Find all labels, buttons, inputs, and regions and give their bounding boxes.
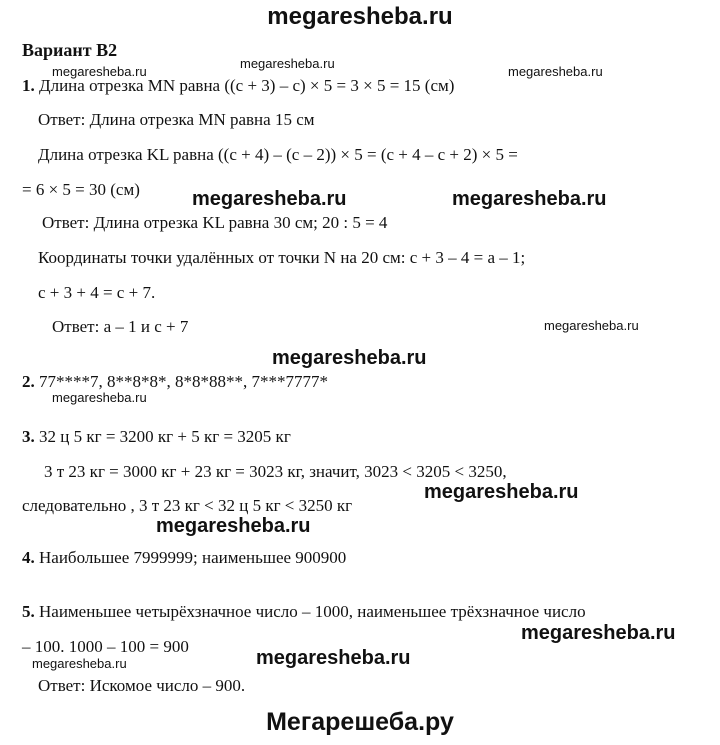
task-4-text-1: Наибольшее 7999999; наименьшее 900900 bbox=[39, 548, 347, 567]
task-1-number: 1. bbox=[22, 76, 35, 95]
task-1-answer-kl: Ответ: Длина отрезка KL равна 30 см; 20 : 5 = 4 bbox=[42, 213, 388, 232]
watermark-big-2: megaresheba.ru bbox=[452, 188, 607, 210]
watermark-big-5: megaresheba.ru bbox=[156, 515, 311, 537]
task-3-number: 3. bbox=[22, 427, 35, 446]
task-2-number: 2. bbox=[22, 372, 35, 391]
variant-title: Вариант В2 bbox=[22, 40, 118, 60]
task-1-answer-mn: Ответ: Длина отрезка MN равна 15 см bbox=[38, 110, 315, 129]
task-1-kl-result: = 6 × 5 = 30 (см) bbox=[22, 180, 140, 199]
task-1-kl-length: Длина отрезка KL равна ((c + 4) – (c – 2)) × 5 = (c + 4 – c + 2) × 5 = bbox=[38, 145, 518, 164]
task-5-number: 5. bbox=[22, 602, 35, 621]
task-1-coordinates-2: c + 3 + 4 = c + 7. bbox=[38, 283, 156, 302]
watermark-small-3: megaresheba.ru bbox=[508, 64, 603, 79]
task-5-text-1: Наименьшее четырёхзначное число – 1000, наименьшее трёхзначное число bbox=[39, 602, 586, 621]
task-4-number: 4. bbox=[22, 548, 35, 567]
task-3-comparison: 3 т 23 кг = 3000 кг + 23 кг = 3023 кг, значит, 3023 < 3205 < 3250, bbox=[44, 462, 507, 481]
task-5-line-1 bbox=[22, 602, 586, 622]
task-2-line-1 bbox=[22, 372, 328, 392]
task-2-text-1: 77****7, 8**8*8*, 8*8*88**, 7***7777* bbox=[39, 372, 328, 391]
watermark-small-5: megaresheba.ru bbox=[52, 390, 147, 405]
footer-site-name: Мегарешеба.ру bbox=[266, 708, 454, 736]
task-1-answer-coords: Ответ: a – 1 и c + 7 bbox=[52, 317, 189, 336]
watermark-small-4: megaresheba.ru bbox=[544, 318, 639, 333]
header-site-name: megaresheba.ru bbox=[267, 3, 453, 30]
task-1-coordinates: Координаты точки удалённых от точки N на 20 см: c + 3 – 4 = a – 1; bbox=[38, 248, 526, 267]
watermark-small-2: megaresheba.ru bbox=[52, 64, 147, 79]
task-1-line-1 bbox=[22, 76, 454, 96]
task-4-line-1 bbox=[22, 548, 346, 568]
watermark-big-6: megaresheba.ru bbox=[521, 622, 676, 644]
watermark-big-4: megaresheba.ru bbox=[424, 481, 579, 503]
watermark-big-3: megaresheba.ru bbox=[272, 347, 427, 369]
task-3-conclusion: следовательно , 3 т 23 кг < 32 ц 5 кг < 3250 кг bbox=[22, 496, 353, 515]
task-5-calc: – 100. 1000 – 100 = 900 bbox=[22, 637, 189, 656]
task-5-answer: Ответ: Искомое число – 900. bbox=[38, 676, 246, 695]
task-3-line-1 bbox=[22, 427, 291, 447]
watermark-big-7: megaresheba.ru bbox=[256, 647, 411, 669]
watermark-small-1: megaresheba.ru bbox=[240, 56, 335, 71]
task-1-text-1: Длина отрезка MN равна ((c + 3) – c) × 5 = 3 × 5 = 15 (см) bbox=[39, 76, 455, 95]
task-3-text-1: 32 ц 5 кг = 3200 кг + 5 кг = 3205 кг bbox=[39, 427, 291, 446]
watermark-big-1: megaresheba.ru bbox=[192, 188, 347, 210]
watermark-small-6: megaresheba.ru bbox=[32, 656, 127, 671]
